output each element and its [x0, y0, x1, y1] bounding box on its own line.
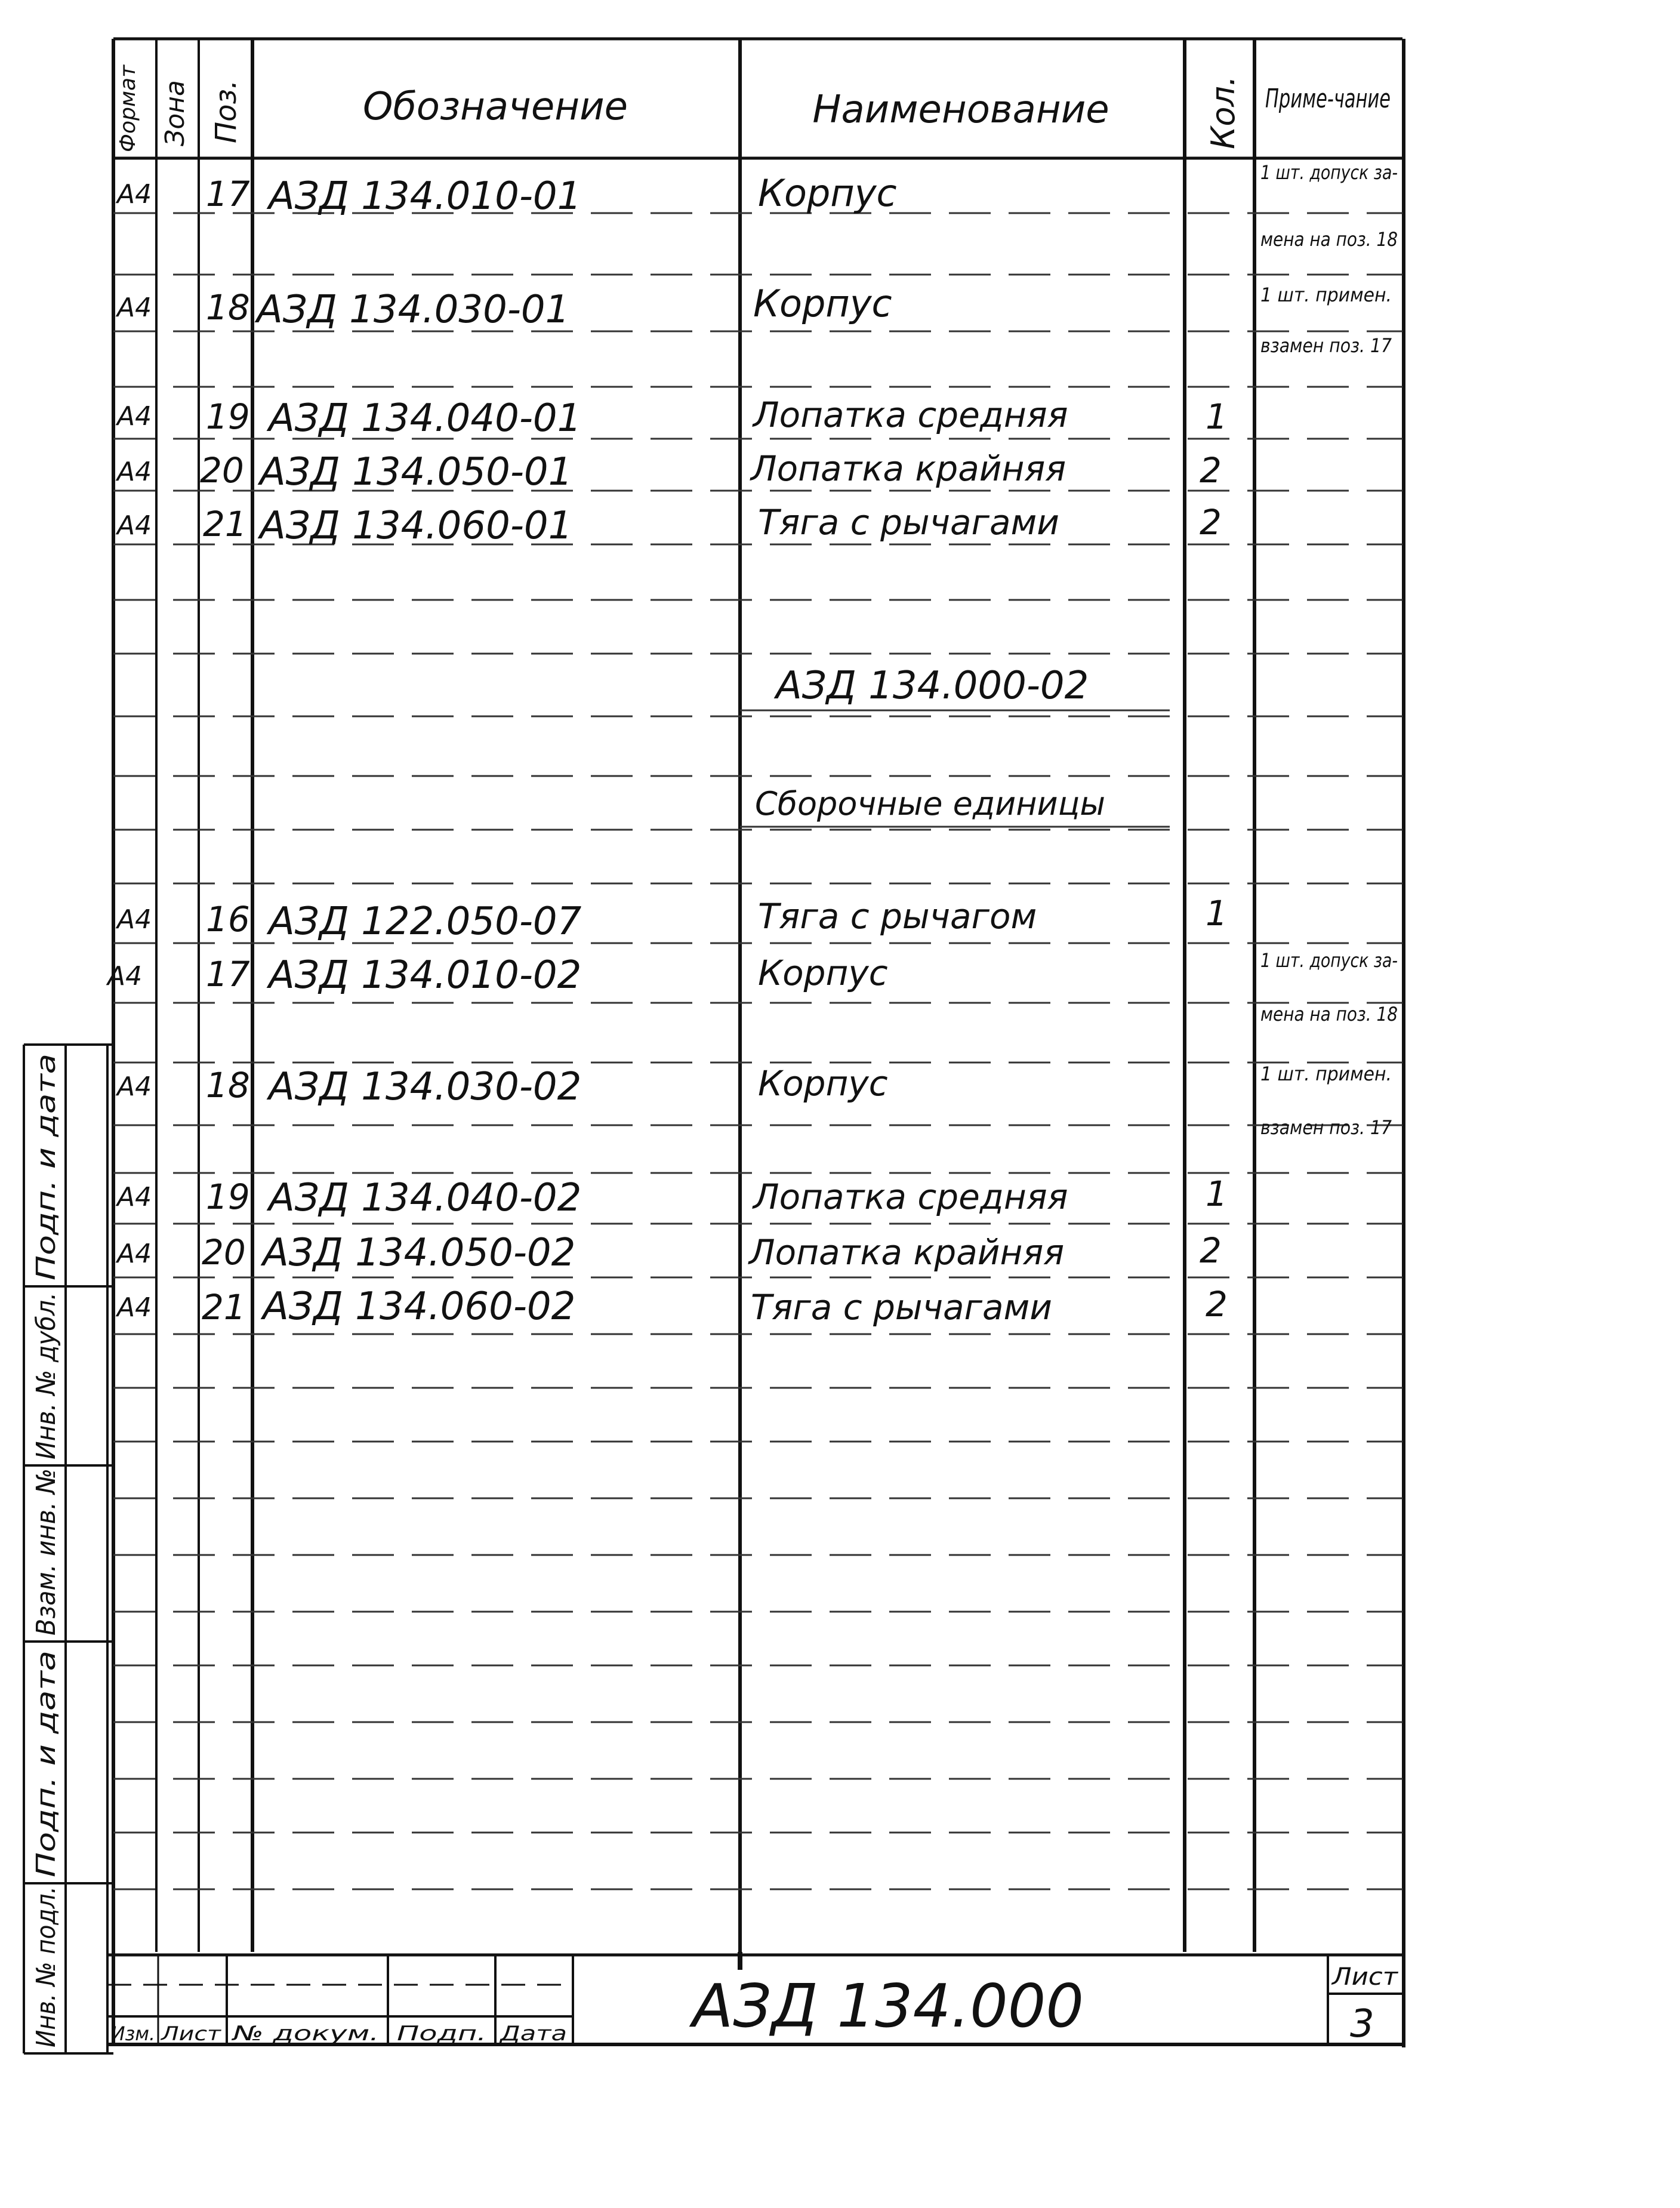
- row-name: Лопатка крайняя: [749, 1232, 1065, 1273]
- row-name: Лопатка средняя: [753, 1177, 1068, 1217]
- row-format: А4: [117, 904, 152, 935]
- table-row: [115, 395, 1228, 441]
- header-format: Формат: [116, 64, 140, 152]
- row-name: Корпус: [758, 171, 897, 215]
- row-qty: 2: [1200, 450, 1222, 491]
- row-designation: АЗД 134.030-01: [257, 288, 570, 332]
- note-line: 1 шт. допуск за-: [1260, 161, 1398, 184]
- table-header: [116, 64, 1391, 152]
- note-line: мена на поз. 18: [1260, 228, 1398, 251]
- section-designation: АЗД 134.000-02: [776, 664, 1089, 708]
- sheet-number: 3: [1350, 2002, 1374, 2046]
- row-format: А4: [117, 510, 152, 541]
- row-pos: 16: [206, 899, 250, 940]
- table-row: [115, 448, 1222, 494]
- note-cell: [1260, 949, 1398, 1026]
- table-row: [115, 1284, 1228, 1329]
- header-pos: Поз.: [209, 79, 243, 143]
- side-label-podp-data: Подп. и дата: [31, 1101, 61, 1280]
- side-label-vzam-inv: Взам. инв. №: [31, 1457, 61, 1636]
- header-zone: Зона: [160, 80, 190, 146]
- row-designation: АЗД 134.010-02: [269, 953, 582, 997]
- row-format: А4: [107, 961, 143, 991]
- title-list: Лист: [160, 2022, 222, 2045]
- note-cell: [1260, 284, 1392, 357]
- header-qty: Кол.: [1204, 75, 1242, 149]
- title-block: [107, 1955, 1404, 2046]
- row-pos: 18: [206, 287, 250, 328]
- row-designation: АЗД 134.060-02: [263, 1285, 576, 1329]
- row-pos: 19: [206, 396, 250, 437]
- row-qty: 2: [1200, 502, 1222, 543]
- row-pos: 17: [206, 174, 250, 214]
- row-designation: АЗД 134.030-02: [269, 1065, 582, 1109]
- table-row: [115, 171, 897, 218]
- note-line: 1 шт. примен.: [1260, 1063, 1392, 1085]
- title-doc-no: № докум.: [231, 2022, 379, 2046]
- note-cell: [1260, 1063, 1392, 1139]
- side-label-inv-dubl: Инв. № дубл.: [31, 1279, 61, 1459]
- row-name: Тяга с рычагами: [758, 502, 1059, 543]
- row-name: Лопатка средняя: [753, 395, 1068, 435]
- header-note: Приме-чание: [1265, 84, 1391, 114]
- sheet-label: Лист: [1330, 1963, 1399, 1991]
- row-format: А4: [117, 1182, 152, 1212]
- row-name: Тяга с рычагами: [751, 1287, 1052, 1328]
- side-label-podp-data: Подп. и дата: [31, 1698, 61, 1877]
- row-pos: 18: [206, 1065, 250, 1105]
- row-designation: АЗД 134.010-01: [269, 174, 582, 218]
- table-row: [115, 1063, 888, 1109]
- side-strip: [24, 1045, 113, 2053]
- row-qty: 2: [1206, 1284, 1228, 1325]
- title-data: Дата: [498, 2022, 567, 2046]
- table-row: [115, 1174, 1228, 1220]
- row-name: Корпус: [758, 1063, 888, 1104]
- header-designation: Обозначение: [362, 85, 628, 129]
- section-heading: [773, 664, 1089, 708]
- table-frame: [113, 39, 1404, 2047]
- row-designation: АЗД 134.040-02: [269, 1176, 582, 1220]
- row-format: А4: [117, 457, 152, 487]
- row-qty: 1: [1206, 396, 1228, 437]
- row-name: Лопатка крайняя: [751, 448, 1066, 489]
- row-format: А4: [117, 401, 152, 432]
- note-line: взамен поз. 17: [1260, 334, 1392, 357]
- title-podp: Подп.: [397, 2022, 486, 2046]
- row-qty: 1: [1206, 1174, 1228, 1214]
- row-designation: АЗД 134.060-01: [260, 504, 573, 548]
- row-designation: АЗД 134.050-01: [260, 450, 573, 494]
- row-pos: 17: [206, 954, 250, 994]
- row-qty: 1: [1206, 893, 1228, 934]
- row-pos: 19: [206, 1177, 250, 1217]
- table-row: [115, 1230, 1222, 1275]
- row-name: Корпус: [753, 282, 892, 325]
- title-izm: Изм.: [111, 2022, 155, 2045]
- row-pos: 21: [202, 1287, 246, 1328]
- row-format: А4: [117, 292, 152, 323]
- row-name: Корпус: [758, 953, 888, 993]
- row-format: А4: [117, 1071, 152, 1102]
- row-pos: 20: [200, 450, 244, 491]
- document-designation: АЗД 134.000: [692, 1971, 1084, 2041]
- notes-column: [1260, 161, 1398, 1139]
- row-pos: 21: [203, 504, 247, 544]
- row-format: А4: [117, 1292, 152, 1323]
- table-row: [106, 953, 888, 997]
- note-cell: [1260, 161, 1398, 251]
- row-name: Тяга с рычагом: [758, 896, 1037, 937]
- row-format: А4: [117, 1239, 152, 1269]
- header-name: Наименование: [812, 88, 1109, 132]
- table-rows: [106, 171, 1228, 1329]
- row-designation: АЗД 122.050-07: [269, 900, 582, 944]
- note-line: мена на поз. 18: [1260, 1003, 1398, 1026]
- note-line: 1 шт. допуск за-: [1260, 949, 1398, 972]
- table-row: [115, 502, 1222, 548]
- row-format: А4: [117, 179, 152, 210]
- note-line: 1 шт. примен.: [1260, 284, 1392, 306]
- row-designation: АЗД 134.040-01: [269, 396, 582, 441]
- section-title: Сборочные единицы: [755, 785, 1106, 823]
- row-designation: АЗД 134.050-02: [263, 1231, 576, 1275]
- section-heading: [755, 785, 1105, 823]
- table-row: [115, 893, 1228, 944]
- note-line: взамен поз. 17: [1260, 1116, 1392, 1139]
- row-qty: 2: [1200, 1230, 1222, 1271]
- row-pos: 20: [202, 1232, 246, 1273]
- side-label-inv-podl: Инв. № подл.: [31, 1866, 61, 2047]
- table-row: [115, 282, 892, 332]
